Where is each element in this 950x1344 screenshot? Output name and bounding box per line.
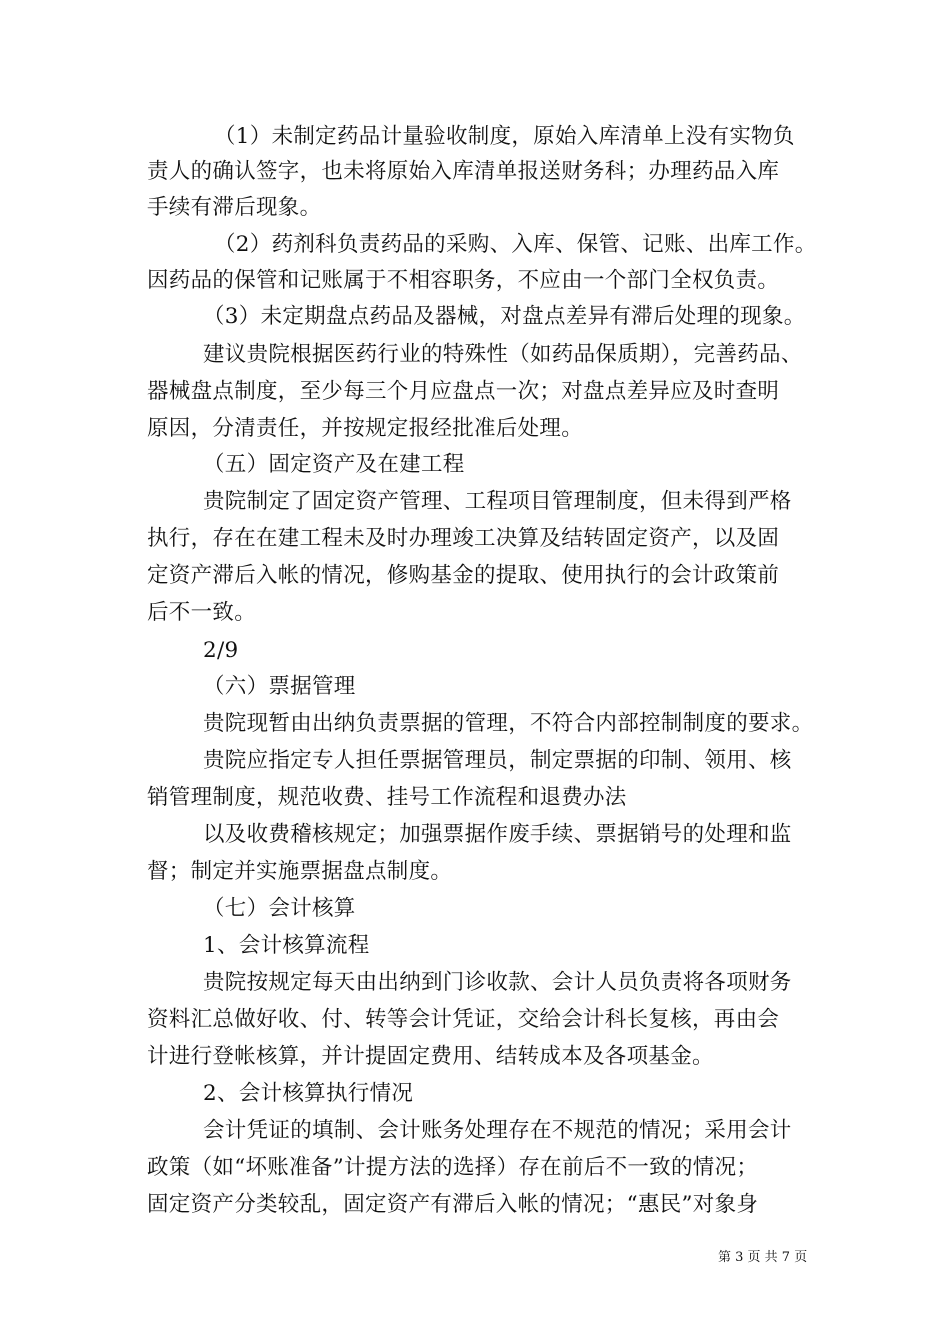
- paragraph-line: 原因，分清责任，并按规定报经批准后处理。: [147, 416, 584, 441]
- section-heading: （六）票据管理: [203, 674, 356, 699]
- paragraph-line: 定资产滞后入帐的情况，修购基金的提取、使用执行的会计政策前: [147, 563, 780, 588]
- paragraph-line: 贵院应指定专人担任票据管理员，制定票据的印制、领用、核: [203, 748, 792, 773]
- paragraph-line: （2）药剂科负责药品的采购、入库、保管、记账、出库工作。: [214, 232, 817, 257]
- paragraph-line: 贵院制定了固定资产管理、工程项目管理制度，但未得到严格: [203, 489, 792, 514]
- inline-page-marker: 2/9: [203, 638, 239, 663]
- paragraph-line: 后不一致。: [147, 600, 257, 625]
- paragraph-line: 资料汇总做好收、付、转等会计凭证，交给会计科长复核，再由会: [147, 1007, 780, 1032]
- paragraph-line: 固定资产分类较乱，固定资产有滞后入帐的情况；“惠民”对象身: [147, 1192, 759, 1217]
- paragraph-line: 贵院现暂由出纳负责票据的管理，不符合内部控制制度的要求。: [203, 711, 814, 736]
- paragraph-line: 以及收费稽核规定；加强票据作废手续、票据销号的处理和监: [203, 822, 792, 847]
- paragraph-line: 手续有滞后现象。: [147, 195, 322, 220]
- paragraph-line: 因药品的保管和记账属于不相容职务，不应由一个部门全权负责。: [147, 268, 780, 293]
- paragraph-line: 器械盘点制度，至少每三个月应盘点一次；对盘点差异应及时查明: [147, 379, 780, 404]
- paragraph-line: 销管理制度，规范收费、挂号工作流程和退费办法: [147, 785, 627, 810]
- paragraph-line: 执行，存在在建工程未及时办理竣工决算及结转固定资产，以及固: [147, 526, 780, 551]
- paragraph-line: 督；制定并实施票据盘点制度。: [147, 859, 453, 884]
- paragraph-line: 会计凭证的填制、会计账务处理存在不规范的情况；采用会计: [203, 1118, 792, 1143]
- paragraph-line: 政策（如“坏账准备”计提方法的选择）存在前后不一致的情况；: [147, 1155, 759, 1180]
- paragraph-line: 贵院按规定每天由出纳到门诊收款、会计人员负责将各项财务: [203, 970, 792, 995]
- page-footer: 第 3 页 共 7 页: [718, 1250, 808, 1265]
- paragraph-line: 责人的确认签字，也未将原始入库清单报送财务科；办理药品入库: [147, 159, 780, 184]
- section-heading: （七）会计核算: [203, 896, 356, 921]
- section-heading: （五）固定资产及在建工程: [203, 452, 465, 477]
- paragraph-line: 计进行登帐核算，并计提固定费用、结转成本及各项基金。: [147, 1044, 714, 1069]
- subsection-heading: 1、会计核算流程: [203, 933, 370, 958]
- subsection-heading: 2、会计核算执行情况: [203, 1081, 414, 1106]
- paragraph-line: 建议贵院根据医药行业的特殊性（如药品保质期），完善药品、: [203, 342, 803, 367]
- paragraph-line: （1）未制定药品计量验收制度，原始入库清单上没有实物负: [214, 124, 795, 149]
- paragraph-line: （3）未定期盘点药品及器械，对盘点差异有滞后处理的现象。: [203, 304, 806, 329]
